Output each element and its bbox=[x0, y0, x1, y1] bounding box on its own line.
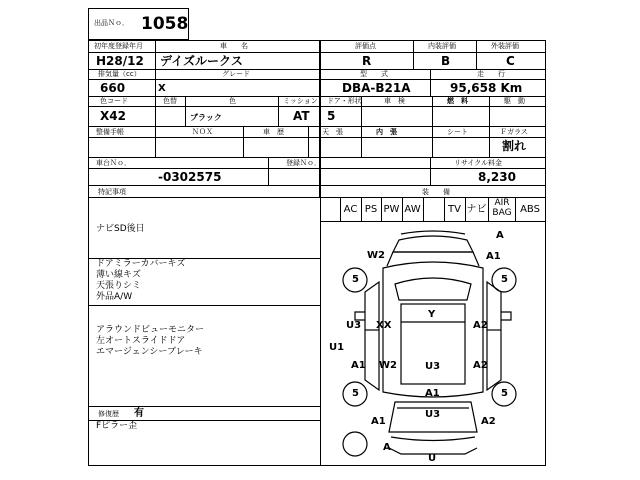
value-mission: AT bbox=[293, 109, 310, 123]
note-line: エマージェンシーブレーキ bbox=[96, 347, 203, 357]
value-fglass: 割れ bbox=[502, 139, 527, 153]
label-notes-title: 特記事項 bbox=[98, 188, 126, 196]
value-exterior: C bbox=[506, 54, 515, 68]
value-first-reg: H28/12 bbox=[96, 54, 144, 68]
label-model: 型 式 bbox=[360, 70, 388, 78]
mark-a-top: A bbox=[496, 230, 504, 241]
value-mileage: 95,658 Km bbox=[450, 81, 523, 95]
note-line: 天張りシミ bbox=[96, 281, 142, 291]
mark-a1-center: A1 bbox=[425, 388, 440, 399]
label-displacement: 排気量（cc） bbox=[98, 70, 141, 78]
mark-xx: XX bbox=[376, 320, 392, 331]
label-history: 車 歴 bbox=[263, 128, 284, 136]
label-color-change: 色替 bbox=[163, 97, 177, 105]
equip-navi: ナビ bbox=[466, 204, 487, 215]
label-mileage: 走 行 bbox=[477, 70, 505, 78]
lot-box bbox=[88, 8, 189, 40]
mark-u3-bottom: U3 bbox=[425, 409, 441, 420]
note-line: ドアミラーカバーキズ bbox=[96, 259, 186, 269]
label-nox: ＮＯＸ bbox=[192, 128, 213, 136]
label-doors: ドア・形状 bbox=[327, 97, 362, 105]
tire-spare bbox=[343, 432, 367, 456]
mark-u1: U1 bbox=[329, 342, 345, 353]
label-fuel: 燃 料 bbox=[447, 97, 468, 105]
value-color-code: X42 bbox=[100, 109, 126, 123]
label-interior-item: 内 張 bbox=[376, 128, 397, 136]
label-reg-no: 登録Ｎｏ． bbox=[286, 159, 321, 167]
mark-tire-bl: 5 bbox=[352, 388, 359, 399]
label-inspection: 車 検 bbox=[384, 97, 405, 105]
equip-ac: AC bbox=[343, 204, 358, 215]
car-diagram bbox=[321, 222, 545, 465]
mark-a1-left: A1 bbox=[351, 360, 366, 371]
label-exterior: 外装評価 bbox=[491, 42, 519, 50]
label-interior: 内装評価 bbox=[428, 42, 456, 50]
note-line: 薄い線キズ bbox=[96, 270, 141, 280]
mark-u-bottom: U bbox=[428, 453, 437, 464]
equip-pw: PW bbox=[383, 204, 400, 215]
label-drive: 駆 動 bbox=[504, 97, 525, 105]
mark-tire-br: 5 bbox=[501, 388, 508, 399]
diagram-body bbox=[383, 262, 483, 397]
mark-y: Y bbox=[428, 309, 436, 320]
value-displacement: 660 bbox=[100, 81, 126, 95]
lot-label: 出品Ｎｏ． bbox=[94, 19, 129, 27]
label-car-name: 車 名 bbox=[220, 42, 248, 50]
notes-damage bbox=[96, 259, 185, 303]
label-color: 色 bbox=[229, 97, 236, 105]
diagram-windshield bbox=[395, 278, 471, 300]
note-line: 左オートスライドドア bbox=[96, 336, 186, 346]
mark-a1-tr: A1 bbox=[486, 251, 501, 262]
equip-airbag: AIR BAG bbox=[492, 198, 512, 218]
label-score: 評価点 bbox=[355, 42, 376, 50]
label-seat: シート bbox=[447, 128, 468, 136]
mark-a2-bottom-right: A2 bbox=[481, 416, 496, 427]
note-line: アラウンドビューモニター bbox=[96, 325, 205, 335]
mark-a1-bottom-left: A1 bbox=[371, 416, 386, 427]
label-chassis: 車台Ｎｏ． bbox=[96, 159, 131, 167]
mark-u3-center: U3 bbox=[425, 361, 441, 372]
label-first-reg: 初年度登録年月 bbox=[94, 42, 143, 50]
lot-number: 1058 bbox=[141, 14, 189, 34]
mark-a-bottom: A bbox=[383, 442, 391, 453]
value-grade: X bbox=[158, 83, 166, 94]
value-chassis: -0302575 bbox=[158, 170, 222, 184]
equip-aw: AW bbox=[404, 204, 421, 215]
value-interior: B bbox=[441, 54, 451, 68]
value-car-name: デイズルークス bbox=[160, 54, 243, 68]
notes-equipment bbox=[96, 325, 204, 358]
label-grade: グレード bbox=[222, 70, 250, 78]
mark-a2-right: A2 bbox=[473, 320, 488, 331]
diagram-right-side bbox=[487, 282, 501, 390]
mark-tire-tl: 5 bbox=[352, 274, 359, 285]
label-mission: ミッション bbox=[283, 97, 318, 105]
value-color: ブラック bbox=[190, 113, 222, 122]
diagram-hood bbox=[393, 236, 473, 252]
mark-u3-left: U3 bbox=[346, 320, 362, 331]
note-line: 外品A/W bbox=[96, 292, 133, 302]
mark-a2-right-2: A2 bbox=[473, 360, 488, 371]
mark-w2-top: W2 bbox=[367, 250, 385, 261]
label-recycle: リサイクル料金 bbox=[454, 159, 503, 167]
label-manual: 整備手帳 bbox=[96, 128, 124, 136]
label-fglass: Ｆガラス bbox=[500, 128, 528, 136]
note-navi: ナビSD後日 bbox=[96, 224, 145, 234]
diagram-left-side bbox=[365, 282, 379, 390]
label-equipment: 装 備 bbox=[422, 188, 450, 196]
equip-abs: ABS bbox=[520, 204, 540, 215]
label-color-code: 色コード bbox=[100, 97, 128, 105]
value-doors: 5 bbox=[327, 109, 336, 123]
label-sunroof: 天 張 bbox=[322, 128, 343, 136]
value-repair: 有 bbox=[134, 408, 144, 419]
value-model: DBA-B21A bbox=[342, 81, 411, 95]
value-recycle: 8,230 bbox=[478, 170, 516, 184]
mark-w2-left: W2 bbox=[379, 360, 397, 371]
equip-tv: TV bbox=[448, 204, 461, 215]
note-repair: Fピラー歪 bbox=[96, 421, 138, 431]
mark-tire-tr: 5 bbox=[501, 274, 508, 285]
value-score: R bbox=[362, 54, 372, 68]
equip-ps: PS bbox=[364, 204, 378, 215]
label-repair: 修復歴 bbox=[98, 410, 119, 418]
